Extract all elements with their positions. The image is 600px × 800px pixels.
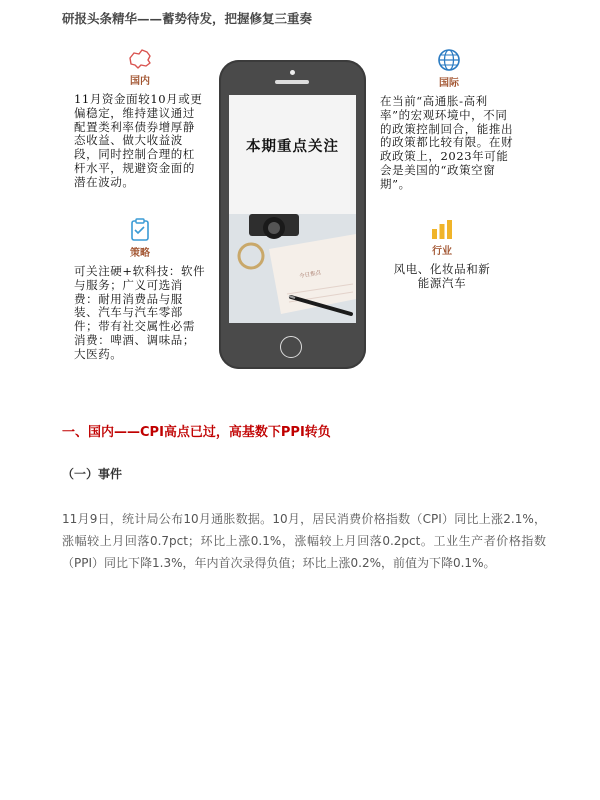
event-paragraph: 11月9日，统计局公布10月通胀数据。10月，居民消费价格指数（CPI）同比上涨2.1%，涨幅较上月回落0.7pct；环比上涨0.1%，涨幅较上月回落0.2pct。工业生产者价格指数（PPI）同比下降1.3%，年内首次录得负值；环比上涨0.2%，前值为下降0.1%。 [62,512,546,570]
industry-block [390,218,494,291]
international-block [380,48,518,192]
desk-photo-art [229,214,356,323]
clipboard-icon [129,218,151,242]
china-map-icon [127,48,153,70]
strategy-text: 可关注硬+软科技：软件与服务；广义可选消费：耐用消费品与服装、汽车与汽车零部件；带有社交属性必需消费：啤酒、调味品；大医药。 [74,264,206,361]
phone-home-button [280,336,302,358]
phone-speaker [275,80,309,84]
strategy-block [74,218,206,362]
section-subheading: （一）事件 [62,467,123,481]
industry-text: 风电、化妆品和新能源汽车 [393,262,491,290]
phone-illustration [219,60,366,369]
industry-label: 行业 [432,246,452,257]
strategy-label: 策略 [130,248,150,259]
section-heading: 一、国内——CPI高点已过，高基数下PPI转负 [62,425,331,440]
domestic-text: 11月资金面较10月或更偏稳定，维持建议通过配置类利率债券增厚静态收益、做大收益波段，同时控制合理的杠杆水平，规避资金面的潜在波动。 [74,92,203,189]
photo-label: 今日焦点 [298,270,322,280]
domestic-block [74,48,206,190]
phone-camera-dot [290,70,295,75]
screen-title: 本期重点关注 [246,138,339,155]
domestic-label: 国内 [130,76,150,87]
globe-icon [437,48,461,72]
international-text: 在当前“高通胀-高利率”的宏观环境中，不同的政策控制回合，能推出的政策都比较有限。在财政政策上，2023年可能会是美国的“政策空窗期”。 [380,94,514,191]
bar-chart-icon [430,218,454,240]
page-header-title: 研报头条精华——蓄势待发，把握修复三重奏 [62,11,313,26]
international-label: 国际 [439,78,459,89]
desk-photo [229,214,356,323]
phone-screen [229,95,356,323]
